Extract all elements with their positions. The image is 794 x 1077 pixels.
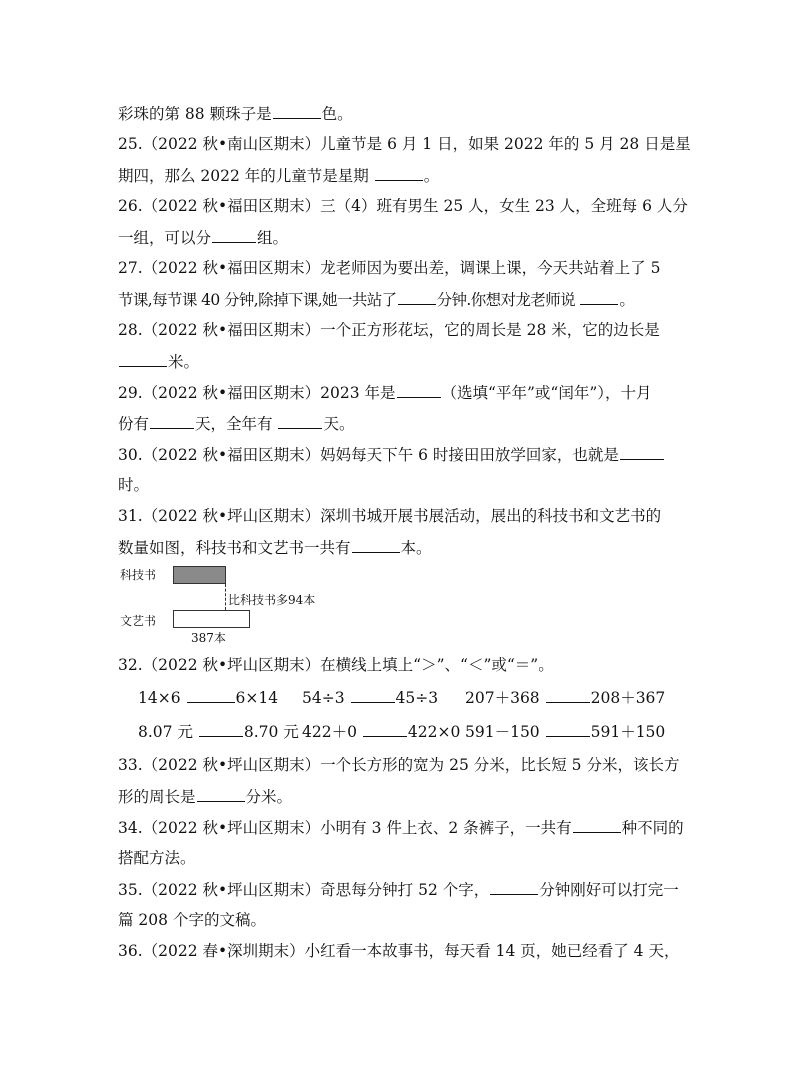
question-36: 36.（2022 春•深圳期末）小红看一本故事书，每天看 14 页，她已经看了 4 天，	[118, 942, 680, 960]
art-book-bar	[173, 610, 250, 628]
compare-item: 422＋0 422×0	[302, 723, 461, 741]
answer-blank[interactable]	[187, 687, 235, 703]
answer-blank[interactable]	[199, 721, 243, 737]
answer-blank[interactable]	[278, 413, 322, 429]
text-line: 搭配方法。	[118, 849, 196, 867]
compare-item: 14×6 6×14	[138, 689, 279, 707]
tech-book-label: 科技书	[120, 568, 157, 582]
question-25: 25.（2022 秋•南山区期末）儿童节是 6 月 1 日，如果 2022 年的 5 月 28 日是星	[118, 135, 691, 153]
answer-blank[interactable]	[150, 413, 194, 429]
question-35: 35.（2022 秋•坪山区期末）奇思每分钟打 52 个字， 分钟刚好可以打完一	[118, 881, 679, 899]
compare-item: 8.07 元 8.70 元	[138, 723, 299, 741]
answer-blank[interactable]	[620, 444, 664, 460]
tech-book-bar	[173, 566, 226, 584]
question-29: 29.（2022 秋•福田区期末）2023 年是 （选填“平年”或“闰年”），十月	[118, 384, 652, 402]
compare-item: 54÷3 45÷3	[302, 689, 439, 707]
text-line: 篇 208 个字的文稿。	[118, 911, 266, 929]
answer-blank[interactable]	[119, 351, 167, 367]
answer-blank[interactable]	[573, 817, 621, 833]
compare-item: 207＋368 208＋367	[465, 689, 666, 707]
question-33: 33.（2022 秋•坪山区期末）一个长方形的宽为 25 分米，比长短 5 分米，该长方	[118, 756, 680, 774]
answer-blank[interactable]	[546, 687, 590, 703]
answer-blank[interactable]	[490, 879, 538, 895]
art-book-label: 文艺书	[120, 614, 157, 628]
text-line: 份有 天，全年有 天。	[118, 415, 355, 433]
text-line: 数量如图，科技书和文艺书一共有 本。	[118, 539, 432, 557]
answer-blank[interactable]	[363, 721, 407, 737]
text-line: 节课,每节课 40 分钟,除掉下课,她一共站了 分钟.你想对龙老师说 。	[118, 291, 635, 309]
answer-blank[interactable]	[397, 382, 441, 398]
text-line: 期四，那么 2022 年的儿童节是星期 。	[118, 167, 440, 185]
text-line: 一组，可以分 组。	[118, 229, 289, 247]
question-27: 27.（2022 秋•福田区期末）龙老师因为要出差，调课上课，今天共站着上了 5	[118, 259, 661, 277]
difference-note: 比科技书多94本	[228, 593, 316, 607]
compare-item: 591－150 591＋150	[465, 723, 666, 741]
answer-blank[interactable]	[375, 165, 423, 181]
question-32: 32.（2022 秋•坪山区期末）在横线上填上“＞”、“＜”或“＝”。	[118, 656, 554, 674]
text-line: 时。	[118, 476, 150, 494]
answer-blank[interactable]	[351, 687, 395, 703]
total-label: 387本	[191, 631, 226, 645]
answer-blank[interactable]	[546, 721, 590, 737]
question-26: 26.（2022 秋•福田区期末）三（4）班有男生 25 人，女生 23 人，全班每 6 人分	[118, 197, 688, 215]
answer-blank[interactable]	[197, 786, 245, 802]
question-31: 31.（2022 秋•坪山区期末）深圳书城开展书展活动，展出的科技书和文艺书的	[118, 507, 662, 525]
question-28: 28.（2022 秋•福田区期末）一个正方形花坛，它的周长是 28 米，它的边长是	[118, 321, 660, 339]
question-34: 34.（2022 秋•坪山区期末）小明有 3 件上衣、2 条裤子，一共有 种不同的	[118, 819, 684, 837]
answer-blank[interactable]	[273, 103, 321, 119]
bar-diagram	[118, 562, 378, 652]
text-line: 彩珠的第 88 颗珠子是 色。	[118, 105, 353, 123]
text-line: 形的周长是 分米。	[118, 788, 293, 806]
question-30: 30.（2022 秋•福田区期末）妈妈每天下午 6 时接田田放学回家，也就是	[118, 444, 698, 465]
answer-blank[interactable]	[580, 289, 618, 305]
answer-blank[interactable]	[212, 227, 256, 243]
answer-blank[interactable]	[398, 289, 436, 305]
answer-blank[interactable]	[352, 537, 400, 553]
difference-guide	[225, 584, 226, 610]
text-line: 米。	[118, 351, 698, 372]
